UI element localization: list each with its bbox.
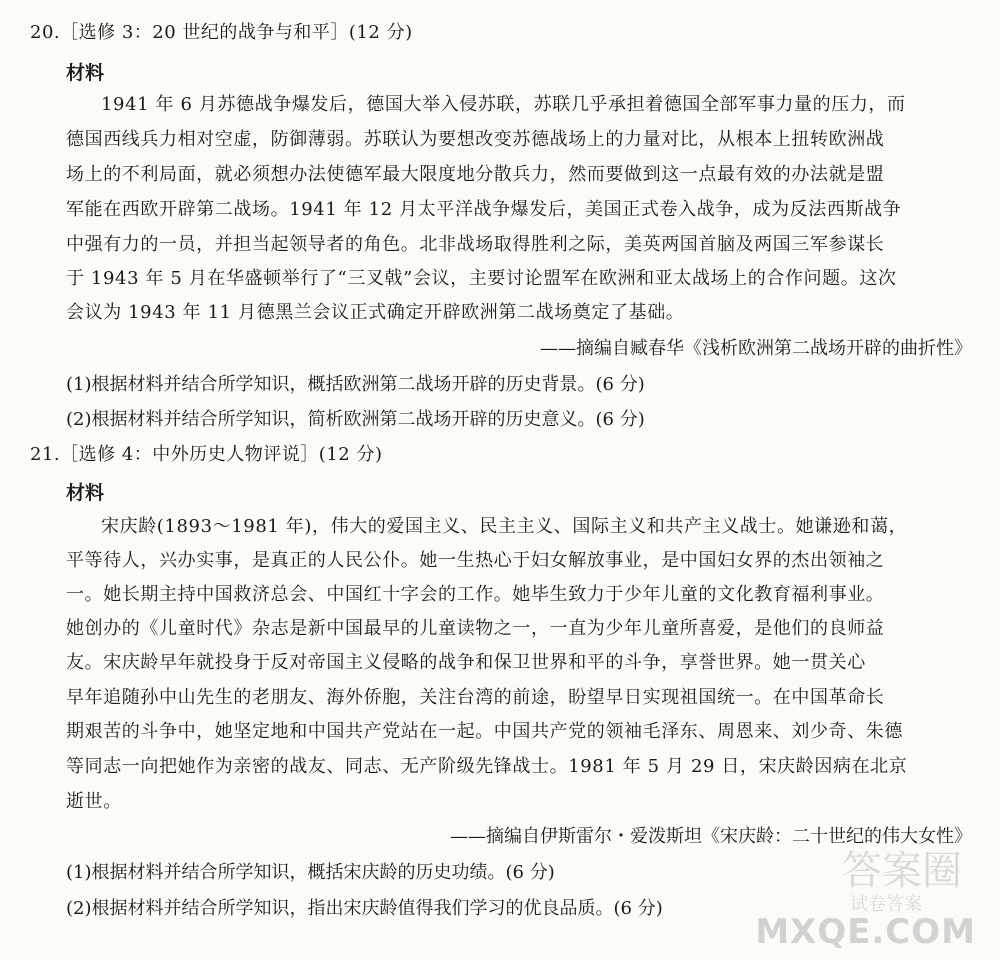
- q21-paragraph-line: 平等待人，兴办实事，是真正的人民公仆。她一生热心于妇女解放事业，是中国妇女界的杰出领袖之: [66, 550, 885, 571]
- q21-paragraph-line: 早年追随孙中山先生的老朋友、海外侨胞，关注台湾的前途，盼望早日实现祖国统一。在中国革命长: [66, 687, 885, 708]
- question-20-sub-2: (2)根据材料并结合所学知识，简析欧洲第二战场开辟的历史意义。(6 分): [66, 409, 645, 430]
- question-21-heading: 21.［选修 4：中外历史人物评说］(12 分): [30, 444, 383, 465]
- q21-paragraph-line: 逝世。: [66, 791, 122, 812]
- q20-paragraph-line: 中强有力的一员，并担当起领导者的角色。北非战场取得胜利之际，美英两国首脑及两国三军参谋长: [66, 234, 885, 255]
- q20-paragraph-line: 德国西线兵力相对空虚，防御薄弱。苏联认为要想改变苏德战场上的力量对比，从根本上扭转欧洲战: [66, 129, 885, 150]
- q21-paragraph-line: 她创办的《儿童时代》杂志是新中国最早的儿童读物之一，一直为少年儿童所喜爱，是他们的良师益: [66, 618, 885, 639]
- question-20-source: ——摘编自臧春华《浅析欧洲第二战场开辟的曲折性》: [540, 338, 972, 359]
- q21-paragraph-line: 一。她长期主持中国救济总会、中国红十字会的工作。她毕生致力于少年儿童的文化教育福利事业。: [66, 584, 885, 605]
- question-20-material-label: 材料: [66, 62, 105, 84]
- question-20-heading: 20.［选修 3：20 世纪的战争与和平］(12 分): [30, 22, 413, 43]
- question-21-sub-2: (2)根据材料并结合所学知识，指出宋庆龄值得我们学习的优良品质。(6 分): [66, 898, 663, 919]
- q21-paragraph-line: 期艰苦的斗争中，她坚定地和中国共产党站在一起。中国共产党的领袖毛泽东、周恩来、刘少奇、朱德: [66, 721, 903, 742]
- q20-paragraph-line: 军能在西欧开辟第二战场。1941 年 12 月太平洋战争爆发后，美国正式卷入战争，成为反法西斯战争: [66, 199, 902, 220]
- watermark-logo-text: 答案圈: [842, 848, 962, 894]
- watermark-subtitle: 试卷答案: [850, 894, 922, 915]
- q20-paragraph-line: 会议为 1943 年 11 月德黑兰会议正式确定开辟欧洲第二战场奠定了基础。: [66, 302, 685, 323]
- q21-paragraph-line: 友。宋庆龄早年就投身于反对帝国主义侵略的战争和保卫世界和平的斗争，享誉世界。她一贯关心: [66, 652, 866, 673]
- q21-paragraph-line: 宋庆龄(1893～1981 年)，伟大的爱国主义、民主主义、国际主义和共产主义战士。她谦逊和蔼，: [101, 516, 908, 537]
- watermark-domain: MXQE.COM: [755, 912, 976, 952]
- question-21-material-label: 材料: [66, 482, 105, 504]
- q21-paragraph-line: 等同志一向把她作为亲密的战友、同志、无产阶级先锋战士。1981 年 5 月 29 日，宋庆龄因病在北京: [66, 756, 908, 777]
- q20-paragraph-line: 场上的不利局面，就必须想办法使德军最大限度地分散兵力，然而要做到这一点最有效的办法就是盟: [66, 164, 885, 185]
- question-20-sub-1: (1)根据材料并结合所学知识，概括欧洲第二战场开辟的历史背景。(6 分): [66, 374, 645, 395]
- question-21-sub-1: (1)根据材料并结合所学知识，概括宋庆龄的历史功绩。(6 分): [66, 862, 555, 883]
- site-watermark: [755, 844, 982, 954]
- q20-paragraph-line: 于 1943 年 5 月在华盛顿举行了“三叉戟”会议，主要讨论盟军在欧洲和亚太战场上的合作问题。这次: [66, 268, 897, 289]
- q20-paragraph-line: 1941 年 6 月苏德战争爆发后，德国大举入侵苏联，苏联几乎承担着德国全部军事力量的压力，而: [101, 94, 906, 115]
- question-21-source: ——摘编自伊斯雷尔・爱泼斯坦《宋庆龄：二十世纪的伟大女性》: [450, 826, 972, 847]
